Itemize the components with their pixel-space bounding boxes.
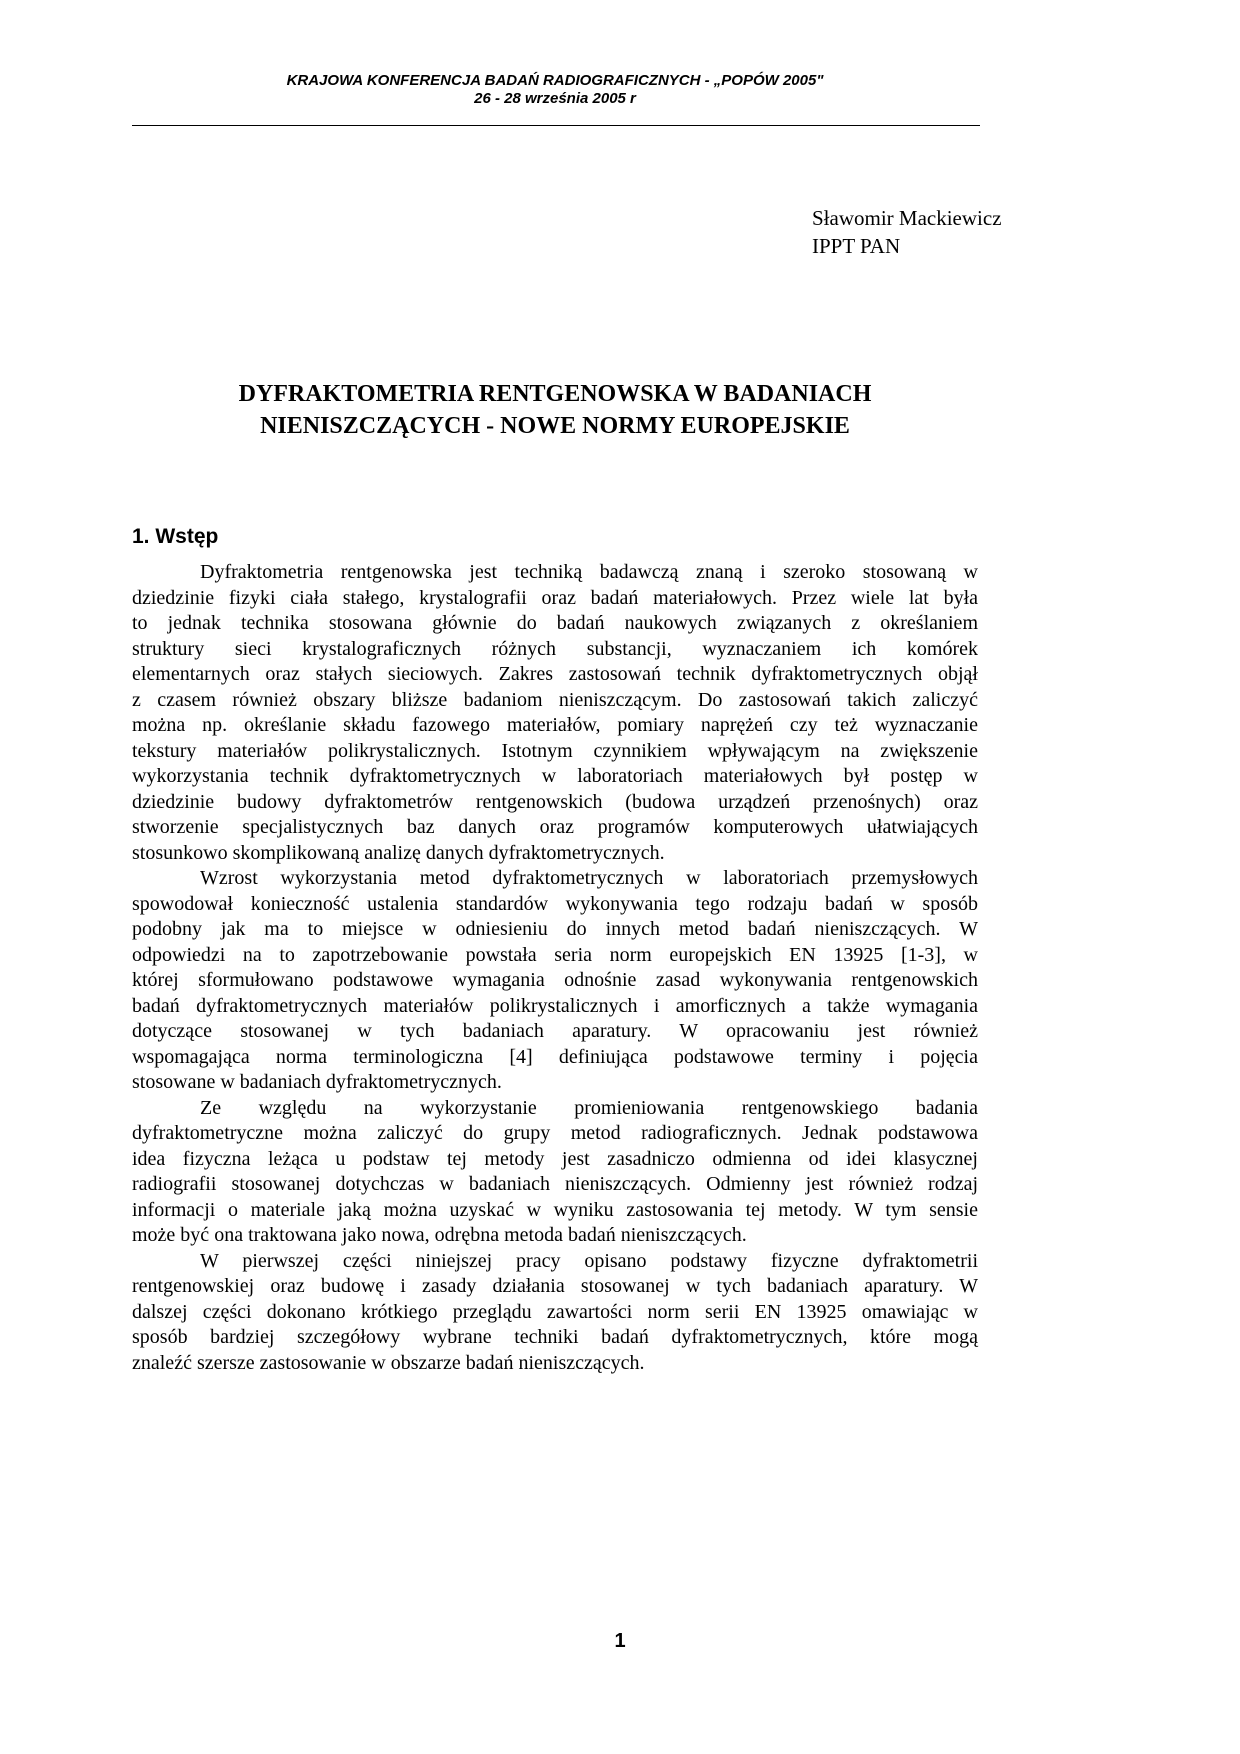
author-block bbox=[812, 204, 1002, 260]
title-line-1: DYFRAKTOMETRIA RENTGENOWSKA W BADANIACH bbox=[238, 381, 872, 407]
text-line: to jednak technika stosowana głównie do badań naukowych związanych z określaniem bbox=[132, 612, 978, 634]
text-line: stosowane w badaniach dyfraktometrycznych. bbox=[132, 1071, 502, 1093]
text-line: spowodował konieczność ustalenia standardów wykonywania tego rodzaju badań w sposób bbox=[132, 892, 978, 915]
running-header bbox=[132, 72, 978, 108]
text-line: stworzenie specjalistycznych baz danych oraz programów komputerowych ułatwiających bbox=[132, 816, 978, 838]
text-line: Wzrost wykorzystania metod dyfraktometrycznych w laboratoriach przemysłowych bbox=[200, 867, 978, 889]
text-line: odpowiedzi na to zapotrzebowanie powstała seria norm europejskich EN 13925 [1-3], w bbox=[132, 943, 978, 966]
text-line: podobny jak ma to miejsce w odniesieniu do innych metod badań nieniszczących. W bbox=[132, 918, 978, 940]
paragraph bbox=[132, 560, 978, 866]
text-line: może być ona traktowana jako nowa, odrębna metoda badań nieniszczących. bbox=[132, 1224, 747, 1246]
text-line: z czasem również obszary bliższe badaniom nieniszczącym. Do zastosowań takich zaliczyć bbox=[132, 688, 978, 711]
text-line: struktury sieci krystalograficznych różnych substancji, wyznaczaniem ich komórek bbox=[132, 637, 978, 660]
paragraph bbox=[132, 1096, 978, 1249]
text-line: W pierwszej części niniejszej pracy opisano podstawy fizyczne dyfraktometrii bbox=[200, 1249, 978, 1272]
text-line: Dyfraktometria rentgenowska jest techniką badawczą znaną i szeroko stosowaną w bbox=[200, 561, 978, 583]
conference-dates: 26 - 28 września 2005 r bbox=[474, 90, 636, 107]
conference-name: KRAJOWA KONFERENCJA BADAŃ RADIOGRAFICZNYCH - „POPÓW 2005" bbox=[286, 72, 824, 89]
text-line: można np. określanie składu fazowego materiałów, pomiary naprężeń czy też wyznaczanie bbox=[132, 714, 978, 736]
text-line: wykorzystania technik dyfraktometrycznych w laboratoriach materiałowych był postęp w bbox=[132, 765, 978, 787]
text-line: wspomagająca norma terminologiczna [4] definiująca podstawowe terminy i pojęcia bbox=[132, 1045, 978, 1068]
text-line: której sformułowano podstawowe wymagania odnośnie zasad wykonywania rentgenowskich bbox=[132, 969, 978, 991]
header-rule bbox=[132, 125, 980, 126]
section-heading: 1. Wstęp bbox=[132, 525, 219, 548]
text-line: rentgenowskiej oraz budowę i zasady działania stosowanej w tych badaniach aparatury. W bbox=[132, 1275, 978, 1297]
body-text bbox=[132, 560, 978, 1376]
paragraph bbox=[132, 1249, 978, 1377]
paper-title bbox=[132, 378, 978, 442]
text-line: dziedzinie budowy dyfraktometrów rentgenowskich (budowa urządzeń przenośnych) oraz bbox=[132, 790, 978, 813]
page-number: 1 bbox=[614, 1630, 626, 1652]
text-line: stosunkowo skomplikowaną analizę danych dyfraktometrycznych. bbox=[132, 841, 665, 864]
text-line: znaleźć szersze zastosowanie w obszarze badań nieniszczących. bbox=[132, 1351, 645, 1374]
paragraph bbox=[132, 866, 978, 1096]
text-line: dalszej części dokonano krótkiego przeglądu zawartości norm serii EN 13925 omawiając w bbox=[132, 1300, 978, 1323]
text-line: tekstury materiałów polikrystalicznych. Istotnym czynnikiem wpływającym na zwiększenie bbox=[132, 739, 978, 762]
text-line: Ze względu na wykorzystanie promieniowania rentgenowskiego badania bbox=[200, 1096, 978, 1119]
text-line: elementarnych oraz stałych sieciowych. Zakres zastosowań technik dyfraktometrycznych objął bbox=[132, 663, 978, 685]
text-line: badań dyfraktometrycznych materiałów polikrystalicznych i amorficznych a także wymagania bbox=[132, 994, 978, 1017]
author-name: Sławomir Mackiewicz bbox=[812, 206, 1002, 230]
text-line: dyfraktometryczne można zaliczyć do grupy metod radiograficznych. Jednak podstawowa bbox=[132, 1122, 978, 1144]
text-line: dziedzinie fizyki ciała stałego, krystalografii oraz badań materiałowych. Przez wiele lat była bbox=[132, 586, 978, 609]
text-line: dotyczące stosowanej w tych badaniach aparatury. W opracowaniu jest również bbox=[132, 1020, 978, 1042]
title-line-2: NIENISZCZĄCYCH - NOWE NORMY EUROPEJSKIE bbox=[260, 413, 850, 439]
text-line: idea fizyczna leżąca u podstaw tej metody jest zasadniczo odmienna od idei klasycznej bbox=[132, 1147, 978, 1170]
text-line: radiografii stosowanej dotychczas w badaniach nieniszczących. Odmienny jest również rodzaj bbox=[132, 1173, 978, 1195]
text-line: sposób bardziej szczegółowy wybrane techniki badań dyfraktometrycznych, które mogą bbox=[132, 1326, 978, 1348]
author-affiliation: IPPT PAN bbox=[812, 234, 901, 258]
text-line: informacji o materiale jaką można uzyskać w wyniku zastosowania tej metody. W tym sensie bbox=[132, 1198, 978, 1221]
